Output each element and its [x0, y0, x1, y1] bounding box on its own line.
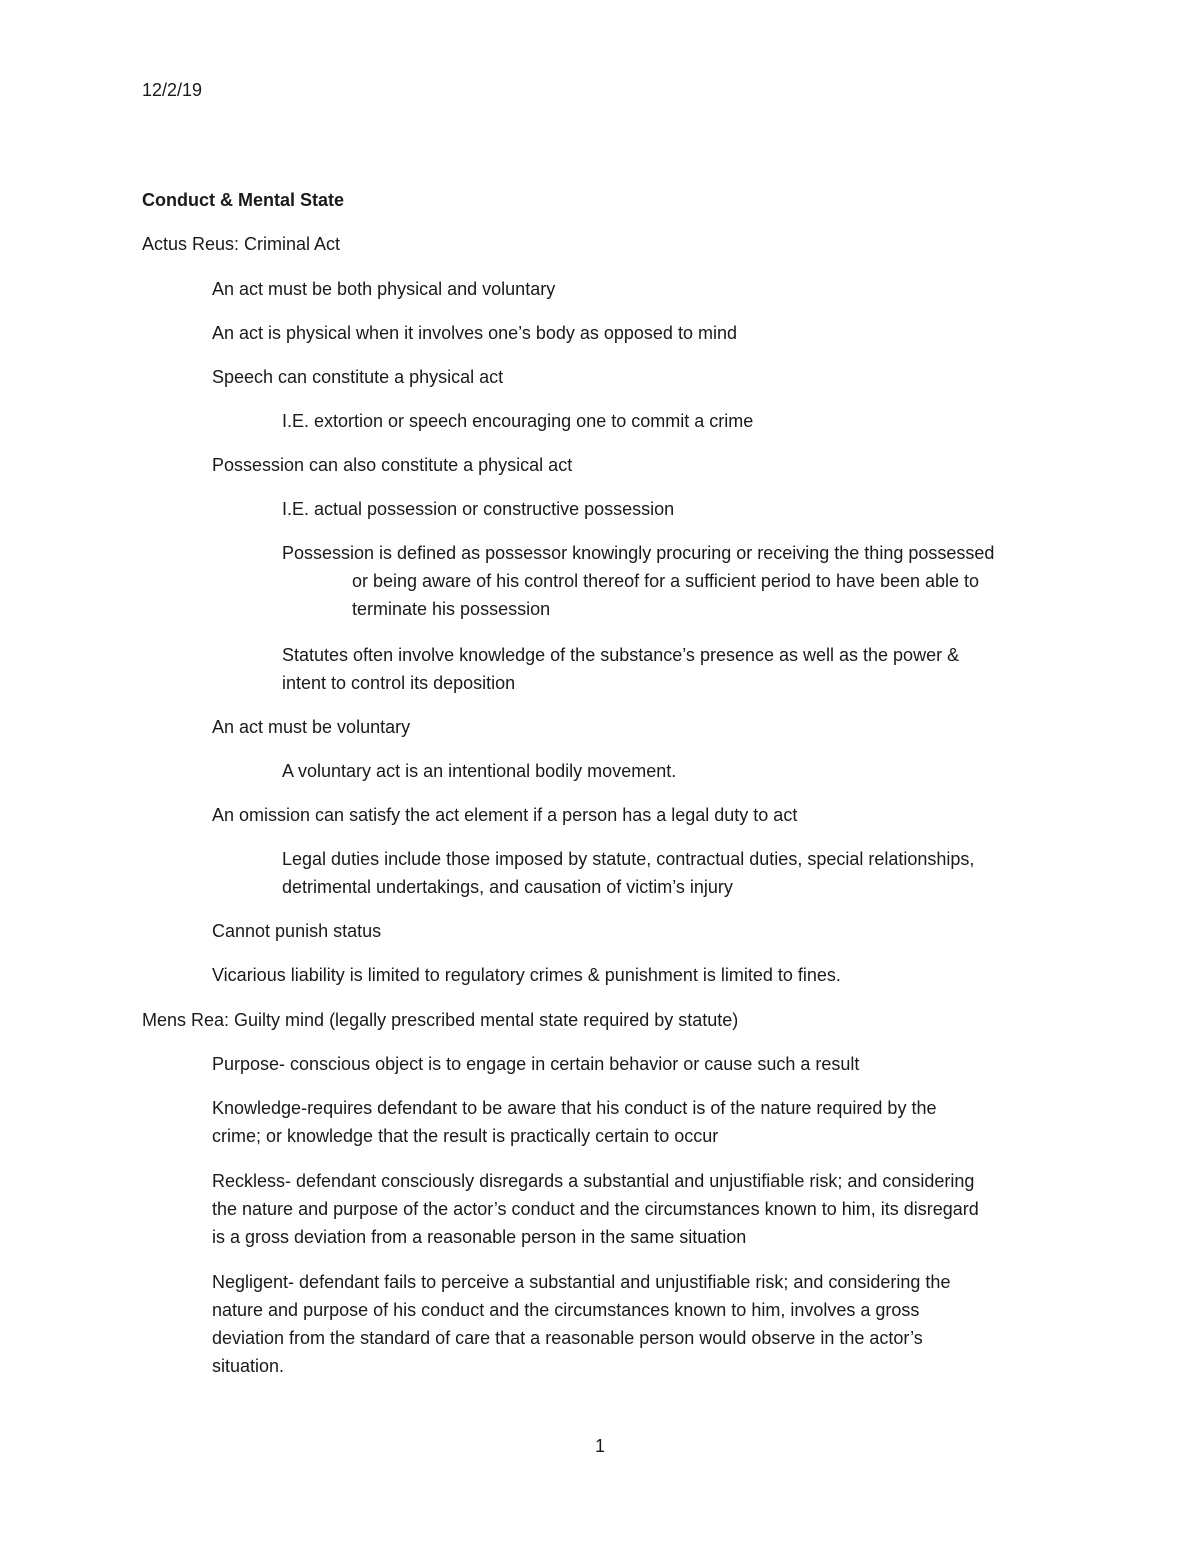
- document-date: 12/2/19: [142, 80, 203, 100]
- list-item-continuation: is a gross deviation from a reasonable person in the same situation: [212, 1227, 747, 1247]
- list-item: Purpose- conscious object is to engage in certain behavior or cause such a result: [212, 1054, 860, 1074]
- list-item-continuation: detrimental undertakings, and causation of victim’s injury: [282, 877, 733, 897]
- document-title: Conduct & Mental State: [142, 190, 345, 210]
- list-item-continuation: or being aware of his control thereof for a sufficient period to have been able to: [352, 571, 980, 591]
- list-item-continuation: deviation from the standard of care that a reasonable person would observe in the actor’s: [212, 1328, 923, 1348]
- section-heading-actus-reus: Actus Reus: Criminal Act: [142, 234, 341, 254]
- list-item: Possession is defined as possessor knowingly procuring or receiving the thing possessed: [282, 543, 995, 563]
- list-item: Reckless- defendant consciously disregards a substantial and unjustifiable risk; and considering: [212, 1171, 975, 1191]
- list-item: An act must be voluntary: [212, 717, 411, 737]
- list-item: Legal duties include those imposed by statute, contractual duties, special relationships,: [282, 849, 975, 869]
- list-item: Knowledge-requires defendant to be aware that his conduct is of the nature required by the: [212, 1098, 937, 1118]
- list-item: An act is physical when it involves one’s body as opposed to mind: [212, 323, 737, 343]
- list-item-continuation: intent to control its deposition: [282, 673, 516, 693]
- list-item: Negligent- defendant fails to perceive a substantial and unjustifiable risk; and considering the: [212, 1272, 951, 1292]
- list-item-continuation: nature and purpose of his conduct and the circumstances known to him, involves a gross: [212, 1300, 920, 1320]
- page-number: 1: [594, 1436, 605, 1456]
- list-item: Statutes often involve knowledge of the substance’s presence as well as the power &: [282, 645, 960, 665]
- list-item: An omission can satisfy the act element if a person has a legal duty to act: [212, 805, 798, 825]
- list-item-continuation: crime; or knowledge that the result is practically certain to occur: [212, 1126, 719, 1146]
- section-heading-mens-rea: Mens Rea: Guilty mind (legally prescribed mental state required by statute): [142, 1010, 739, 1030]
- list-item: A voluntary act is an intentional bodily movement.: [282, 761, 677, 781]
- list-item: An act must be both physical and voluntary: [212, 279, 556, 299]
- list-item: I.E. actual possession or constructive possession: [282, 499, 675, 519]
- list-item: I.E. extortion or speech encouraging one to commit a crime: [282, 411, 754, 431]
- list-item-continuation: terminate his possession: [352, 599, 551, 619]
- list-item-continuation: situation.: [212, 1356, 285, 1376]
- list-item: Speech can constitute a physical act: [212, 367, 504, 387]
- list-item: Possession can also constitute a physical act: [212, 455, 573, 475]
- list-item: Cannot punish status: [212, 921, 382, 941]
- list-item: Vicarious liability is limited to regulatory crimes & punishment is limited to fines.: [212, 965, 841, 985]
- list-item-continuation: the nature and purpose of the actor’s conduct and the circumstances known to him, its disregard: [212, 1199, 979, 1219]
